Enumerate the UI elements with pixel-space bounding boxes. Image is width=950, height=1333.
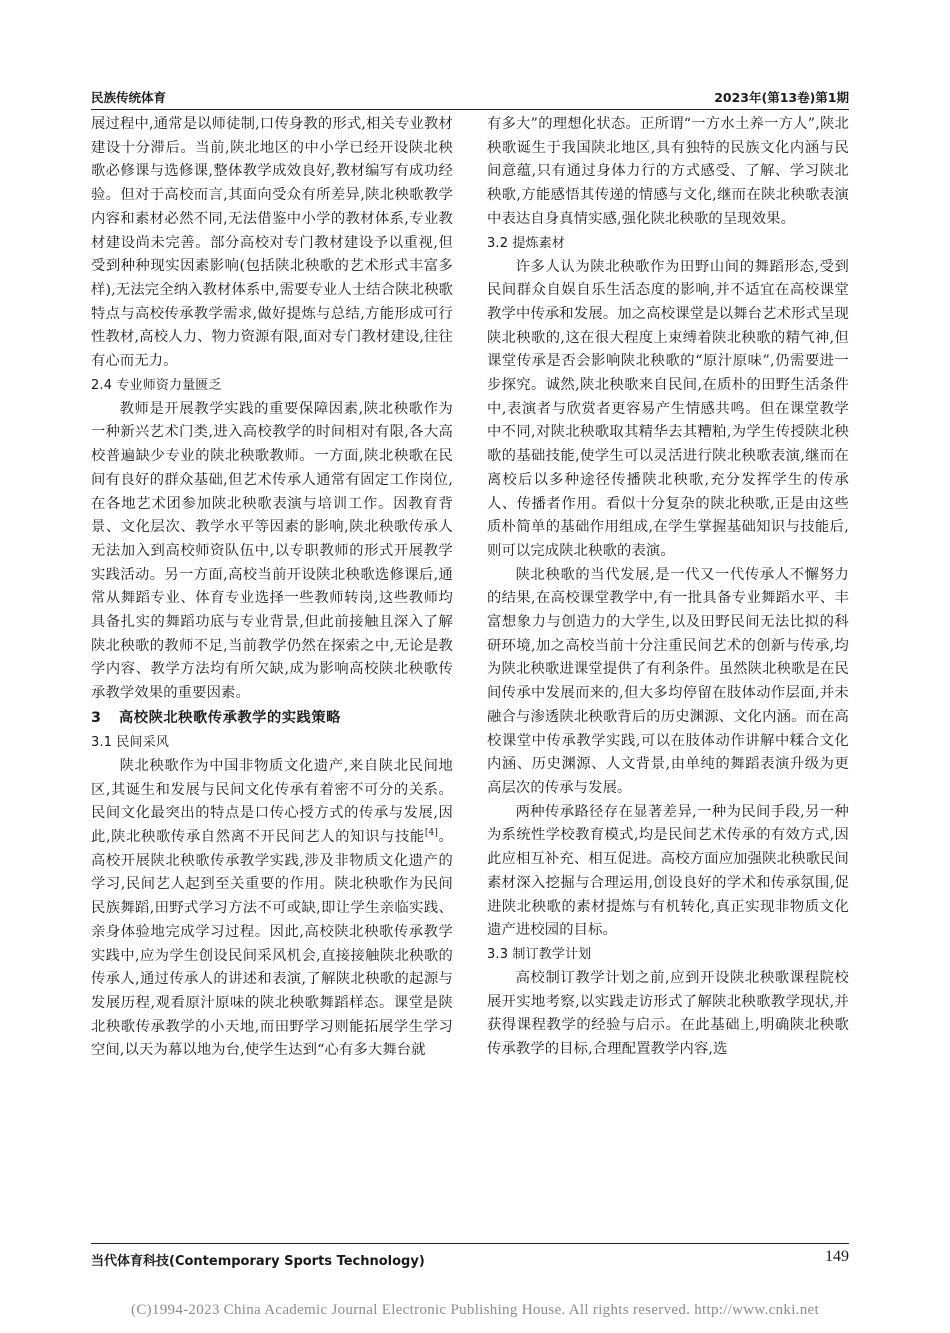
- section-3-title: 高校陕北秧歌传承教学的实践策略: [119, 709, 341, 726]
- left-column: [91, 113, 453, 1063]
- section-3-2-heading: 3.2 提炼素材: [487, 235, 566, 251]
- left-paragraph-3a: 陕北秧歌作为中国非物质文化遗产,来自陕北民间地区,其诞生和发展与民间文化传承有着密不可分的关系。民间文化最突出的特点是口传心授方式的传承与发展,因此,陕北秧歌传承自然离不开民间艺人的知识与技能: [91, 757, 453, 845]
- header-issue: 2023年(第13卷)第1期: [714, 90, 849, 105]
- left-paragraph-1: 展过程中,通常是以师徒制,口传身教的形式,相关专业教材建设十分滞后。当前,陕北地区的中小学已经开设陕北秧歌必修课与选修课,整体教学成效良好,教材编写有成功经验。但对于高校而言,其面向受众有所差异,陕北秧歌教学内容和素材必然不同,无法借鉴中小学的教材体系,专业教材建设尚未完善。部分高校对专门教材建设予以重视,但受到种种现实因素影响(包括陕北秧歌的艺术形式丰富多样),无法完全纳入教材体系中,需要专业人士结合陕北秧歌特点与高校传承教学需求,做好提炼与总结,方能形成可行性教材,高校人力、物力资源有限,面对专门教材建设,往往有心而无力。: [91, 116, 453, 370]
- section-3-heading: [91, 706, 453, 731]
- citation-ref[interactable]: [4]: [424, 828, 439, 839]
- section-2-4-heading: 2.4 专业师资力量匮乏: [91, 377, 222, 393]
- section-3-number: 3: [91, 709, 102, 726]
- right-column: [487, 113, 849, 1062]
- right-paragraph-2: 许多人认为陕北秧歌作为田野山间的舞蹈形态,受到民间群众自娱自乐生活态度的影响,并不适宜在高校课堂教学中传承和发展。加之高校课堂是以舞台艺术形式呈现陕北秧歌的,这在很大程度上束缚着陕北秧歌的精气神,但课堂传承是否会影响陕北秧歌的“原汁原味”,仍需要进一步探究。诚然,陕北秧歌来自民间,在质朴的田野生活条件中,表演者与欣赏者更容易产生情感共鸣。但在课堂教学中不同,对陕北秧歌取其精华去其糟粕,为学生传授陕北秧歌的基础技能,使学生可以灵活进行陕北秧歌表演,继而在离校后以多种途径传播陕北秧歌,充分发挥学生的传承人、传播者作用。看似十分复杂的陕北秧歌,正是由这些质朴简单的基础作用组成,在学生掌握基础知识与技能后,则可以完成陕北秧歌的表演。: [487, 258, 849, 559]
- right-paragraph-1: 有多大”的理想化状态。正所谓“一方水土养一方人”,陕北秧歌诞生于我国陕北地区,具有独特的民族文化内涵与民间意蕴,只有通过身体力行的方式感受、了解、学习陕北秧歌,方能感悟其传递的情感与文化,继而在陕北秧歌表演中表达自身真情实感,强化陕北秧歌的呈现效果。: [487, 116, 849, 227]
- page-number: 149: [825, 1248, 849, 1265]
- footer-journal-name: 当代体育科技(Contemporary Sports Technology): [91, 1254, 425, 1269]
- left-paragraph-2: 教师是开展教学实践的重要保障因素,陕北秧歌作为一种新兴艺术门类,进入高校教学的时间相对有限,各大高校普遍缺少专业的陕北秧歌教师。一方面,陕北秧歌在民间有良好的群众基础,但艺术传承人通常有固定工作岗位,在各地艺术团参加陕北秧歌表演与培训工作。因教育背景、文化层次、教学水平等因素的影响,陕北秧歌传承人无法加入到高校师资队伍中,以专职教师的形式开展教学实践活动。另一方面,高校当前开设陕北秧歌选修课后,通常从舞蹈专业、体育专业选择一些教师转岗,这些教师均具备扎实的舞蹈功底与专业背景,但此前接触且深入了解陕北秧歌的教师不足,当前教学仍然在探索之中,无论是教学内容、教学方法均有所欠缺,成为影响高校陕北秧歌传承教学效果的重要因素。: [91, 400, 453, 702]
- section-3-3-heading: 3.3 制订教学计划: [487, 946, 592, 962]
- right-paragraph-4: 两种传承路径存在显著差异,一种为民间手段,另一种为系统性学校教育模式,均是民间艺术传承的有效方式,因此应相互补充、相互促进。高校方面应加强陕北秧歌民间素材深入挖掘与合理运用,创设良好的学术和传承氛围,促进陕北秧歌的素材提炼与有机转化,真正实现非物质文化遗产进校园的目标。: [487, 803, 849, 939]
- left-paragraph-3b: 。高校开展陕北秧歌传承教学实践,涉及非物质文化遗产的学习,民间艺人起到至关重要的作用。陕北秧歌作为民间民族舞蹈,田野式学习方法不可或缺,即让学生亲临实践、亲身体验地完成学习过程。因此,高校陕北秧歌传承教学实践中,应为学生创设民间采风机会,直接接触陕北秧歌的传承人,通过传承人的讲述和表演,了解陕北秧歌的起源与发展历程,观看原汁原味的陕北秧歌舞蹈样态。课堂是陕北秧歌传承教学的小天地,而田野学习则能拓展学生学习空间,以天为幕以地为台,使学生达到“心有多大舞台就: [91, 828, 453, 1059]
- right-paragraph-5: 高校制订教学计划之前,应到开设陕北秧歌课程院校展开实地考察,以实践走访形式了解陕北秧歌教学现状,并获得课程教学的经验与启示。在此基础上,明确陕北秧歌传承教学的目标,合理配置教学内容,选: [487, 969, 849, 1058]
- section-3-1-heading: 3.1 民间采风: [91, 734, 170, 750]
- footer-rule: [91, 1243, 849, 1244]
- header-journal-name: 民族传统体育: [91, 90, 167, 105]
- right-paragraph-3: 陕北秧歌的当代发展,是一代又一代传承人不懈努力的结果,在高校课堂教学中,有一批具备专业舞蹈水平、丰富想象力与创造力的大学生,以及田野民间无法比拟的科研环境,加之高校当前十分注重民间艺术的创新与传承,均为陕北秧歌进课堂提供了有利条件。虽然陕北秧歌是在民间传承中发展而来的,但大多均停留在肢体动作层面,并未融合与渗透陕北秧歌背后的历史渊源、文化内涵。而在高校课堂中传承教学实践,可以在肢体动作讲解中糅合文化内涵、历史渊源、人文背景,由单纯的舞蹈表演升级为更高层次的传承与发展。: [487, 566, 849, 796]
- header-rule: [91, 109, 849, 110]
- left-paragraph-3: [91, 755, 453, 1063]
- running-header: [91, 88, 849, 110]
- copyright-notice: (C)1994-2023 China Academic Journal Electronic Publishing House. All rights reserved. http://www.cnki.net: [131, 1302, 819, 1318]
